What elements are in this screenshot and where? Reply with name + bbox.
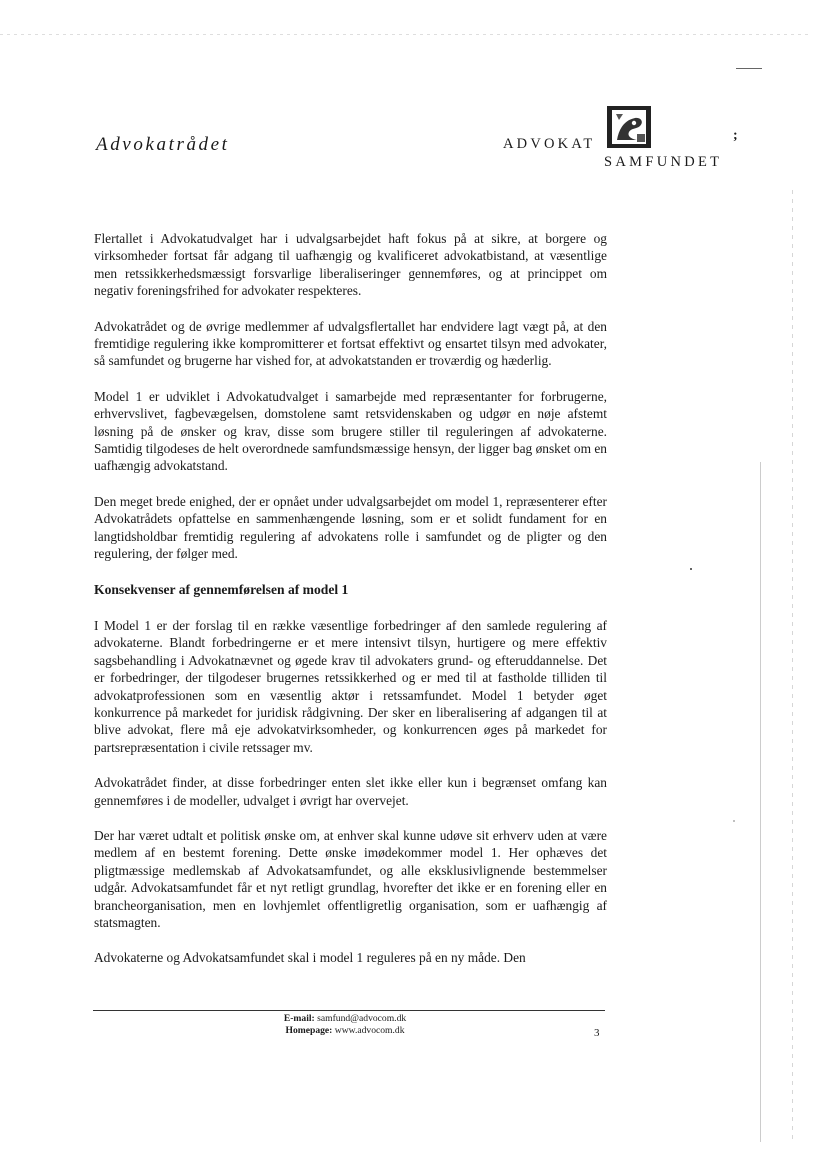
page-number: 3 xyxy=(594,1027,600,1039)
scan-speck xyxy=(733,820,735,822)
paragraph: I Model 1 er der forslag til en række væsentlige forbedringer af den samlede regulering af advokaterne. Blandt forbedringerne er et mere intensivt tilsyn, hurtigere og mere effektiv sagsbehandling i Advokatnævnet og øgede krav til advokaters grund- og efteruddannelse. Det er forbedringer, der tilgodeser brugernes retssikkerhed og er med til at fastholde tilliden til advokatprofessionen som en væsentlig aktør i retssamfundet. Model 1 betyder øget konkurrence på markedet for juridisk rådgivning. Der sker en liberalisering af adgangen til at blive advokat, flere må eje advokatvirksomheder, og konkurrencen øges på markedet for partsrepræsentation i civile retssager mv. xyxy=(94,617,607,755)
homepage-label: Homepage: xyxy=(285,1025,333,1036)
homepage-link[interactable]: www.advocom.dk xyxy=(334,1025,405,1036)
email-link[interactable]: samfund@advocom.dk xyxy=(317,1013,407,1024)
logo-text-top: ADVOKAT xyxy=(503,136,596,152)
paragraph: Advokaterne og Advokatsamfundet skal i model 1 reguleres på en ny måde. Den xyxy=(94,950,526,966)
document-body xyxy=(94,230,607,985)
footer xyxy=(240,1013,450,1037)
scan-mark: ; xyxy=(733,128,738,143)
paragraph: Model 1 er udviklet i Advokatudvalget i samarbejde med repræsentanter for forbrugerne, erhvervslivet, fagbevægelsen, domstolene samt retsvidenskaben og udgør en nøje afstemt løsning på de ønsker og krav, disse som brugere stiller til reguleringen af advokaterne. Samtidig tilgodeses de helt overordnede samfundsmæssige hensyn, der ligger bag ønsket om en uafhængig advokatstand. xyxy=(94,388,607,474)
footer-homepage-line xyxy=(240,1025,450,1037)
footer-email-line xyxy=(240,1013,450,1025)
logo-text-bottom: SAMFUNDET xyxy=(604,154,723,170)
scan-artifact-dash xyxy=(736,68,762,69)
paragraph: Advokatrådet finder, at disse forbedringer enten slet ikke eller kun i begrænset omfang kan gennemføres i de modeller, udvalget i øvrigt har overvejet. xyxy=(94,775,607,808)
paragraph: Der har været udtalt et politisk ønske om, at enhver skal kunne udøve sit erhverv uden at være medlem af en bestemt forening. Dette ønske imødekommer model 1. Her ophæves det pligtmæssige medlemskab af Advokatsamfundet, og alle eksklusivlignende bestemmelser udgår. Advokatsamfundet får et nyt retligt grundlag, hvorefter det ikke er en forening eller en brancheorganisation, men en lovhjemlet offentligretlig organisation, som er uafhængig af statsmagten. xyxy=(94,827,607,930)
paragraph: Advokatrådet og de øvrige medlemmer af udvalgsflertallet har endvidere lagt vægt på, at den fremtidige regulering ikke kompromitterer et fortsat effektivt og ensartet tilsyn med advokater, så samfundet og brugerne har vished for, at advokatstanden er troværdig og hæderlig. xyxy=(94,318,607,369)
advokatraadet-heading: Advokatrådet xyxy=(96,134,230,155)
scan-artifact-right xyxy=(792,190,793,1140)
scan-speck xyxy=(690,568,692,570)
paragraph: Den meget brede enighed, der er opnået under udvalgsarbejdet om model 1, repræsenterer efter Advokatrådets opfattelse en sammenhængende løsning, som er et solidt fundament for en langtidsholdbar fremtidig regulering af advokatens rolle i samfundet og de pligter og den regulering, der følger med. xyxy=(94,493,607,562)
advokatsamfundet-emblem-icon xyxy=(607,106,651,148)
advokatsamfundet-logo xyxy=(503,106,743,176)
paragraph: Flertallet i Advokatudvalget har i udvalgsarbejdet haft fokus på at sikre, at borgere og virksomheder fortsat får adgang til uafhængig og kvalificeret advokatbistand, at væsentlige men retssikkerhedsmæssigt forsvarlige liberaliseringer gennemføres, og at princippet om negativ foreningsfrihed for advokater respekteres. xyxy=(94,231,607,299)
scan-artifact-right-2 xyxy=(760,462,761,1142)
footer-divider xyxy=(93,1010,605,1011)
section-heading: Konsekvenser af gennemførelsen af model 1 xyxy=(94,581,349,597)
email-label: E-mail: xyxy=(283,1013,315,1024)
scan-artifact-top xyxy=(0,34,810,35)
